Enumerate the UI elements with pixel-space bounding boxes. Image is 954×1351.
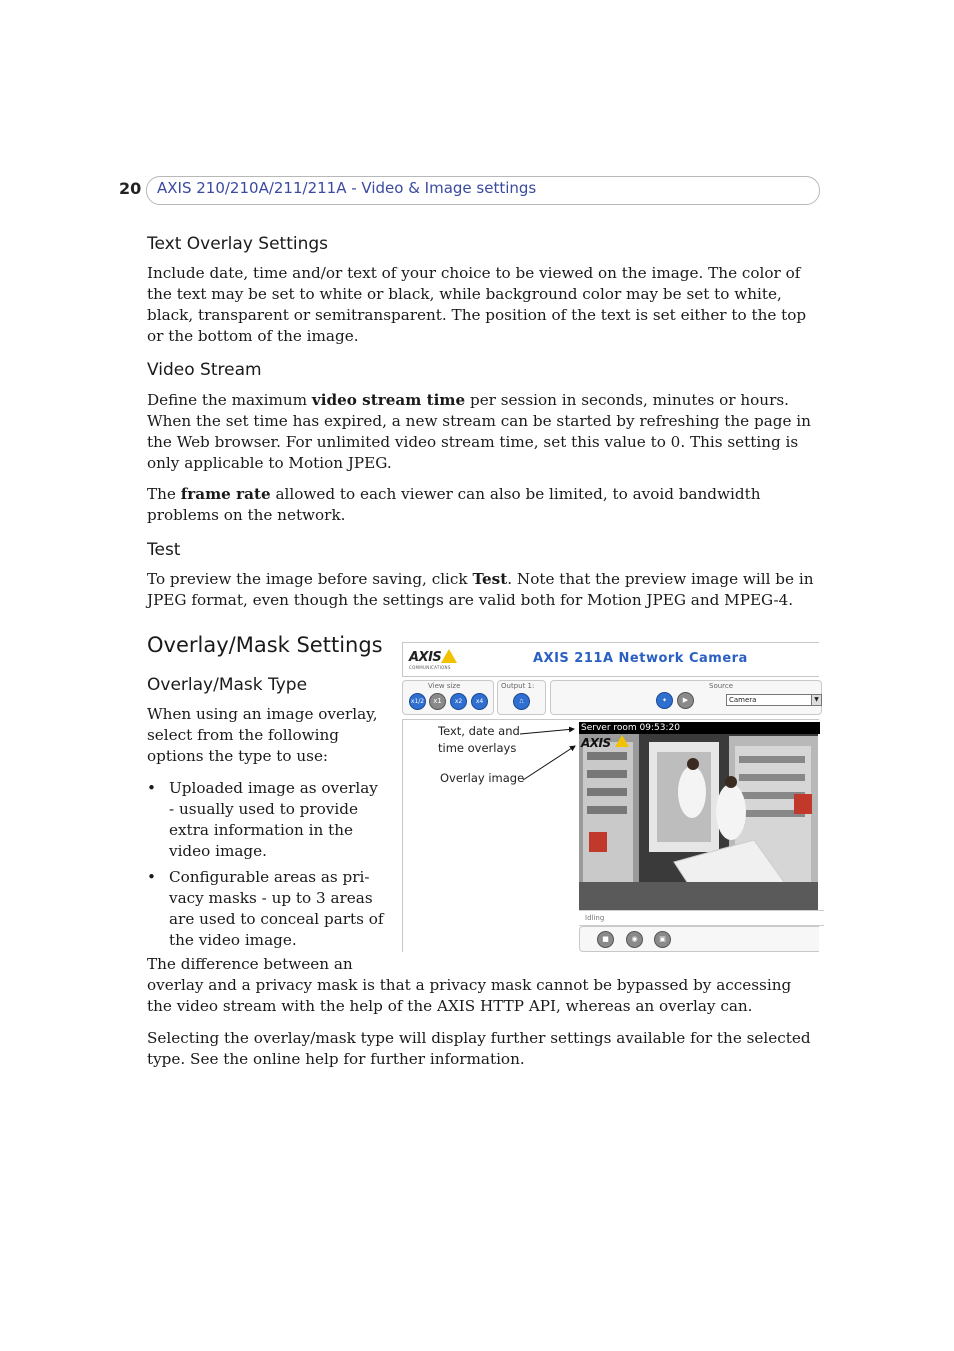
- list-item: • Uploaded image as overlay - usually used to provide extra information in the video image.: [147, 778, 387, 862]
- text-overlay-bar: Server room 09:53:20: [579, 722, 820, 734]
- output-pulse-icon[interactable]: ⎍: [513, 693, 530, 710]
- arrow-to-text-overlay: [520, 729, 574, 734]
- video-image: [579, 722, 818, 910]
- snapshot-camera-icon[interactable]: ◉: [626, 931, 643, 948]
- difference-paragraph-start: The difference between an: [147, 955, 353, 973]
- camera-title: AXIS 211A Network Camera: [533, 651, 748, 666]
- output-label: Output 1:: [501, 682, 535, 690]
- play-icon[interactable]: ▶: [677, 692, 694, 709]
- video-stream-paragraph-1: Define the maximum video stream time per session in seconds, minutes or hours. When the set time has expired, a new stream can be started by refreshing the page in the Web browser. For unlimited video stream time, set this value to 0. This setting is only applicable to Motion JPEG.: [147, 391, 811, 472]
- video-stream-heading: Video Stream: [147, 360, 262, 380]
- overlay-mask-heading: Overlay/Mask Settings: [147, 633, 383, 657]
- server-room-scene: [579, 722, 818, 910]
- overlay-type-list: [147, 778, 387, 956]
- ptz-icon[interactable]: ✦: [656, 692, 673, 709]
- arrow-to-overlay-image: [523, 746, 575, 780]
- page-number: 20: [119, 179, 142, 198]
- test-heading: Test: [147, 540, 181, 560]
- axis-logo: AXIS: [409, 650, 442, 665]
- overlay-mask-intro: When using an image overlay, select from the following options the type to use:: [147, 705, 378, 765]
- fullscreen-icon[interactable]: ▣: [654, 931, 671, 948]
- test-paragraph: To preview the image before saving, click Test. Note that the preview image will be in JPEG format, even though the settings are valid both for Motion JPEG and MPEG-4.: [147, 570, 814, 609]
- view-size-label: View size: [428, 682, 461, 690]
- overlay-logo-triangle-icon: [615, 735, 629, 747]
- annotation-overlay-image: Overlay image: [440, 771, 525, 785]
- axis-logo-subtitle: COMMUNICATIONS: [409, 665, 451, 670]
- overlay-logo: AXIS: [581, 736, 611, 750]
- annotation-text-overlays-label: Text, date and time overlays: [438, 724, 520, 755]
- camera-ui-figure: [402, 642, 818, 951]
- source-select[interactable]: Camera ▼: [726, 694, 822, 706]
- difference-paragraph-rest: overlay and a privacy mask is that a privacy mask cannot be bypassed by accessing the video stream with the help of the AXIS HTTP API, whereas an overlay can.: [147, 976, 792, 1015]
- text-overlay-paragraph: Include date, time and/or text of your choice to be viewed on the image. The color of the text may be set to white or black, while background color may be set to white, black, transparent or semitransparent. The position of the text is set either to the top or the bottom of the image.: [147, 264, 807, 345]
- video-stream-paragraph-2: The frame rate allowed to each viewer can also be limited, to avoid bandwidth problems on the network.: [147, 485, 761, 524]
- chevron-down-icon: ▼: [811, 695, 821, 705]
- status-bar: Idling: [579, 910, 824, 926]
- selecting-paragraph: Selecting the overlay/mask type will display further settings available for the selected type. See the online help for further information.: [147, 1029, 811, 1068]
- text-overlay-heading: Text Overlay Settings: [147, 234, 329, 254]
- running-header-title: AXIS 210/210A/211/211A - Video & Image settings: [157, 179, 537, 197]
- source-label: Source: [709, 682, 734, 690]
- view-size-1x-button[interactable]: x1: [429, 693, 446, 710]
- view-size-half-button[interactable]: x1/2: [409, 693, 426, 710]
- stop-icon[interactable]: ■: [597, 931, 614, 948]
- snapshot-toolbar: [579, 926, 819, 952]
- view-size-4x-button[interactable]: x4: [471, 693, 488, 710]
- view-size-2x-button[interactable]: x2: [450, 693, 467, 710]
- list-item: • Configurable areas as pri-vacy masks - up to 3 areas are used to conceal parts of the video image.: [147, 867, 387, 951]
- overlay-mask-type-heading: Overlay/Mask Type: [147, 675, 308, 695]
